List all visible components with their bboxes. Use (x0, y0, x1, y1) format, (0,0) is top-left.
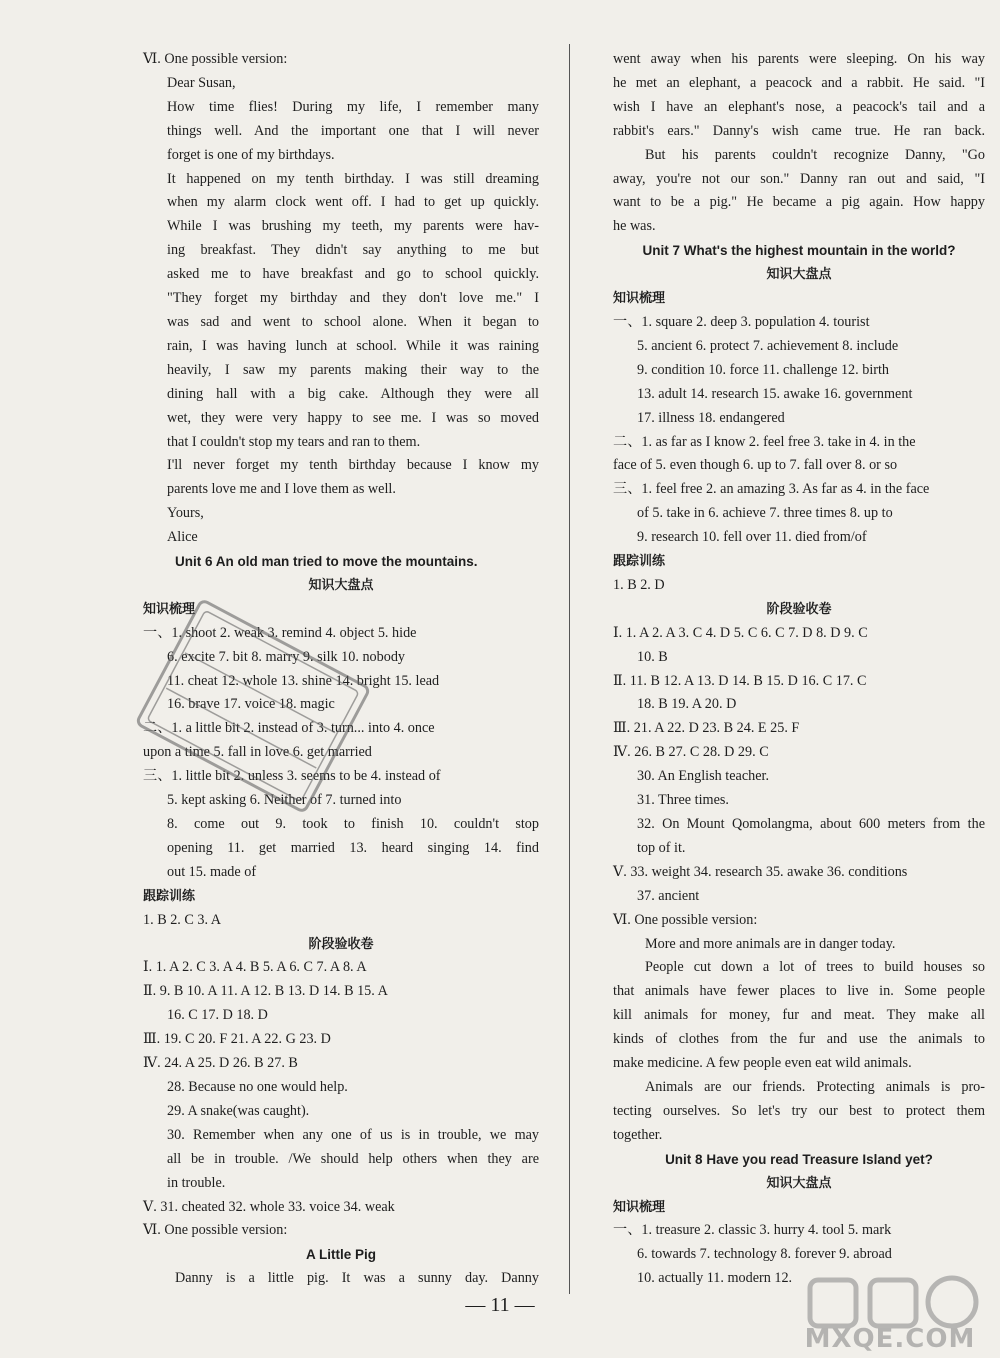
text-line: It happened on my tenth birthday. I was still dreaming (167, 170, 539, 187)
text-line: 一、1. square 2. deep 3. population 4. tourist (613, 313, 870, 330)
text-line: opening 11. get married 13. heard singing 14. find (167, 839, 539, 856)
text-line: rabbit's ears." Danny's wish came true. He ran back. (613, 122, 985, 139)
page-number: — 11 — (465, 1294, 535, 1316)
text-line: I'll never forget my tenth birthday because I know my (167, 457, 539, 474)
text-line: went away when his parents were sleeping. On his way (613, 51, 985, 67)
text-line: Ⅱ. 11. B 12. A 13. D 14. B 15. D 16. C 17. C (613, 672, 867, 689)
text-line: Ⅰ. 1. A 2. C 3. A 4. B 5. A 6. C 7. A 8. A (143, 959, 367, 976)
column-divider (569, 44, 570, 1294)
text-line: he was. (613, 218, 656, 235)
text-line: While I was brushing my teeth, my parents were hav- (167, 218, 539, 235)
text-line: all be in trouble. /We should help others when they are (167, 1150, 539, 1167)
text-line: Ⅴ. 33. weight 34. research 35. awake 36. conditions (613, 863, 908, 880)
text-line: Ⅰ. 1. A 2. A 3. C 4. D 5. C 6. C 7. D 8. D 9. C (613, 624, 868, 641)
text-line: ing breakfast. They didn't say anything to me but (167, 242, 539, 259)
text-line: top of it. (637, 839, 686, 856)
text-line: Alice (167, 529, 198, 546)
text-line: 二、1. as far as I know 2. feel free 3. take in 4. in the (613, 433, 916, 450)
text-line: kill animals for money, fur and meat. They make all (613, 1007, 985, 1024)
text-line: of 5. take in 6. achieve 7. three times 8. up to (637, 505, 893, 522)
text-line: 1. B 2. D (613, 576, 665, 593)
text-line: 29. A snake(was caught). (167, 1102, 310, 1119)
text-line: 13. adult 14. research 15. awake 16. government (637, 385, 913, 402)
text-line: face of 5. even though 6. up to 7. fall over 8. or so (613, 457, 898, 474)
text-line: More and more animals are in danger today. (645, 935, 896, 952)
text-line: 28. Because no one would help. (167, 1078, 348, 1095)
text-line: Yours, (167, 505, 204, 522)
text-line: parents love me and I love them as well. (167, 481, 396, 498)
text-line: 37. ancient (637, 887, 700, 904)
text-line: was sad and went to school alone. When it began to (167, 313, 539, 330)
text-line: A Little Pig (306, 1247, 376, 1263)
text-line: Ⅵ. One possible version: (143, 1222, 288, 1239)
text-line: things well. And the important one that I will never (167, 122, 539, 139)
text-line: heavily, I saw my parents making their way to the (167, 361, 539, 378)
text-line: 三、1. feel free 2. an amazing 3. As far as 4. in the face (613, 481, 930, 498)
text-line: 8. come out 9. took to finish 10. couldn't stop (167, 816, 539, 832)
library-stamp (128, 596, 378, 816)
text-line: Ⅳ. 26. B 27. C 28. D 29. C (613, 744, 769, 761)
text-line: want to be a pig." He became a pig again. How happy (613, 194, 985, 211)
text-line: But his parents couldn't recognize Danny, "Go (645, 146, 985, 163)
watermark-text: MXQE.COM (804, 1324, 976, 1354)
text-line: out 15. made of (167, 863, 257, 880)
text-line: Animals are our friends. Protecting animals is pro- (645, 1078, 985, 1095)
text-line: 10. actually 11. modern 12. (637, 1270, 793, 1287)
text-line: Unit 7 What's the highest mountain in the world? (642, 243, 956, 259)
text-line: 17. illness 18. endangered (637, 409, 785, 426)
text-line: forget is one of my birthdays. (167, 146, 335, 163)
text-line: 6. excite 7. bit 8. marry 9. silk 10. nobody (167, 648, 406, 665)
text-line: Dear Susan, (167, 74, 236, 91)
text-line: 11. cheat 12. whole 13. shine 14. bright 15. lead (167, 672, 440, 689)
text-line: Ⅱ. 9. B 10. A 11. A 12. B 13. D 14. B 15. A (143, 983, 388, 1000)
text-line: make medicine. A few people even eat wild animals. (613, 1055, 912, 1072)
text-line: 16. C 17. D 18. D (167, 1007, 268, 1024)
text-line: 9. research 10. fell over 11. died from/of (637, 529, 867, 546)
text-line: wet, they were very happy to see me. I was so moved (167, 409, 539, 426)
text-line: together. (613, 1126, 663, 1143)
text-line: 16. brave 17. voice 18. magic (167, 696, 335, 713)
text-line: wish I have an elephant's nose, a peacock's tail and a (613, 98, 985, 115)
text-line: People cut down a lot of trees to build houses so (645, 959, 985, 976)
text-line: 跟踪训练 (143, 888, 196, 904)
text-line: Danny is a little pig. It was a sunny day. Danny (175, 1270, 539, 1287)
text-line: 10. B (637, 648, 668, 665)
text-line: upon a time 5. fall in love 6. get married (143, 744, 372, 761)
text-line: 32. On Mount Qomolangma, about 600 meters from the (637, 816, 985, 832)
text-line: 一、1. shoot 2. weak 3. remind 4. object 5. hide (143, 624, 417, 641)
text-line: "They forget my birthday and they don't love me." I (167, 290, 539, 307)
text-line: 阶段验收卷 (766, 601, 832, 617)
text-line: 5. ancient 6. protect 7. achievement 8. include (637, 337, 899, 354)
text-line: 30. Remember when any one of us is in trouble, we may (167, 1126, 539, 1143)
text-line: 一、1. treasure 2. classic 3. hurry 4. tool 5. mark (613, 1222, 892, 1239)
text-line: 30. An English teacher. (637, 768, 769, 785)
text-line: Ⅲ. 19. C 20. F 21. A 22. G 23. D (143, 1031, 331, 1048)
text-line: in trouble. (167, 1174, 226, 1191)
text-line: 二、1. a little bit 2. instead of 3. turn... into 4. once (143, 720, 435, 737)
text-line: 5. kept asking 6. Neither of 7. turned into (167, 792, 402, 809)
text-line: that animals have fewer places to live in. Some people (613, 983, 985, 1000)
text-line: 31. Three times. (637, 792, 729, 809)
text-line: kinds of clothes from the fur and use the animals to (613, 1031, 985, 1048)
text-line: 知识大盘点 (766, 1175, 832, 1191)
text-line: 知识梳理 (613, 291, 666, 307)
text-line: 知识大盘点 (766, 267, 832, 283)
text-line: 知识梳理 (613, 1199, 666, 1215)
text-line: Unit 6 An old man tried to move the mountains. (175, 554, 478, 570)
text-line: Ⅲ. 21. A 22. D 23. B 24. E 25. F (613, 720, 800, 737)
text-line: Ⅵ. One possible version: (613, 911, 758, 928)
text-line: 三、1. little bit 2. unless 3. seems to be 4. instead of (143, 768, 441, 785)
text-line: that I couldn't stop my tears and ran to them. (167, 433, 421, 450)
text-line: Ⅵ. One possible version: (143, 51, 288, 67)
text-line: Ⅳ. 24. A 25. D 26. B 27. B (143, 1055, 298, 1072)
text-line: when my alarm clock went off. I had to get up quickly. (167, 194, 539, 211)
text-line: 知识梳理 (143, 601, 196, 617)
text-line: dining hall with a big cake. Although they were all (167, 385, 539, 402)
text-line: How time flies! During my life, I remember many (167, 98, 539, 115)
text-line: asked me to have breakfast and go to school quickly. (167, 266, 539, 283)
text-line: Ⅴ. 31. cheated 32. whole 33. voice 34. weak (143, 1198, 395, 1215)
text-line: away, you're not our son." Danny ran out and said, "I (613, 170, 985, 187)
text-line: rain, I was having lunch at school. While it was raining (167, 337, 539, 354)
text-line: 1. B 2. C 3. A (143, 911, 222, 928)
text-line: 阶段验收卷 (308, 936, 374, 952)
text-line: Unit 8 Have you read Treasure Island yet? (665, 1151, 933, 1167)
text-line: 知识大盘点 (308, 577, 374, 593)
text-line: 6. towards 7. technology 8. forever 9. abroad (637, 1246, 892, 1263)
text-line: 18. B 19. A 20. D (637, 696, 737, 713)
text-line: tecting ourselves. So let's try our best to protect them (613, 1102, 985, 1119)
right-column (613, 48, 985, 1291)
text-line: 跟踪训练 (613, 554, 666, 570)
text-line: he met an elephant, a peacock and a rabbit. He said. "I (613, 74, 985, 91)
text-line: 9. condition 10. force 11. challenge 12. birth (637, 361, 890, 378)
